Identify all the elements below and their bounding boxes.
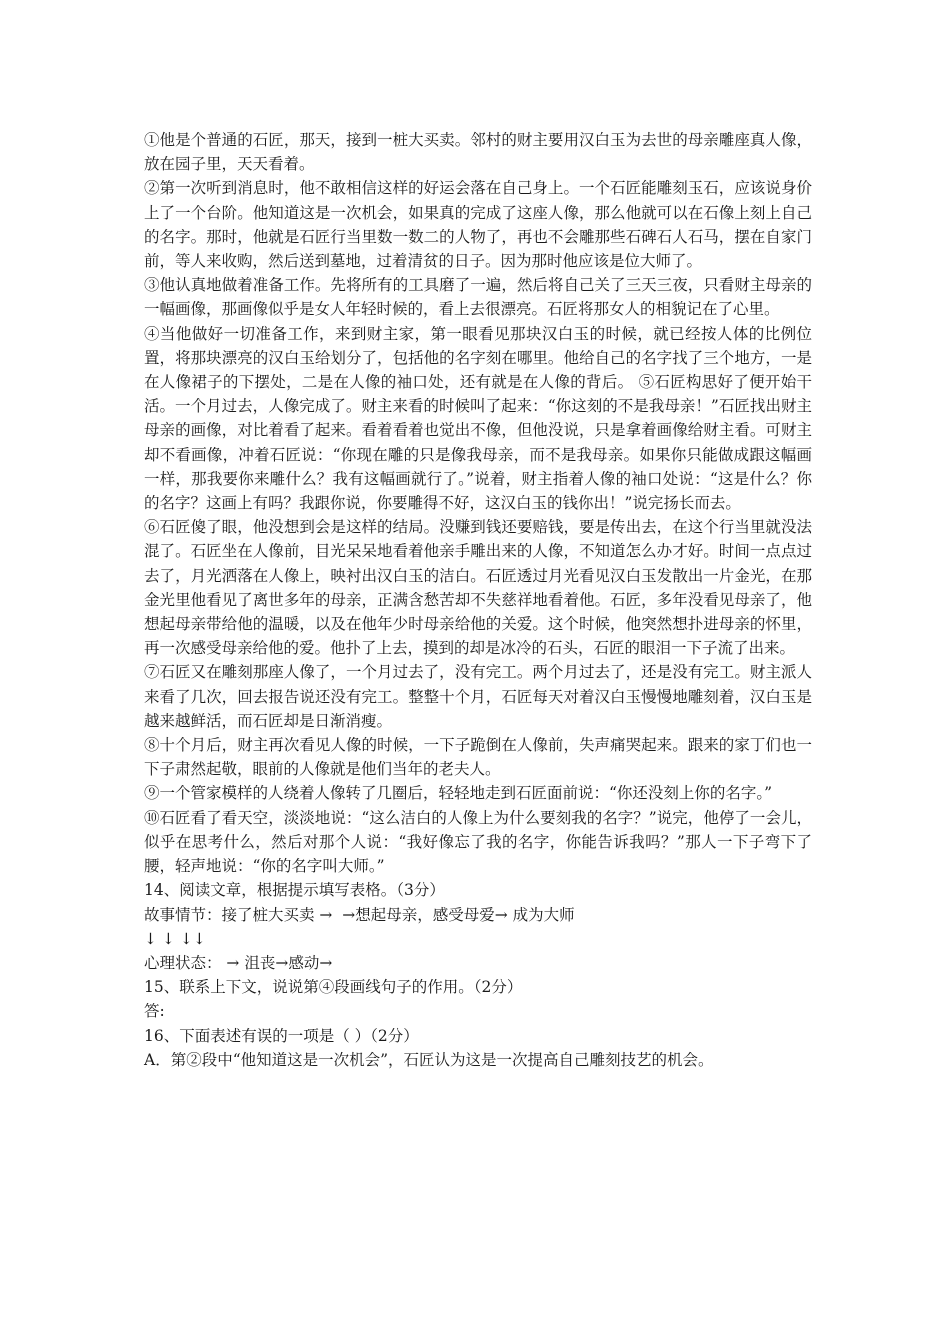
answer-label: 答: [144,1002,165,1021]
plot-row: 故事情节：接了桩大买卖 → →想起母亲，感受母爱→ 成为大师 [144,905,575,924]
paragraph-8: ⑧十个月后，财主再次看见人像的时候，一下子跪倒在人像前，失声痛哭起来。跟来的家丁们也一下子肃然起敬，眼前的人像就是他们当年的老夫人。 [144,736,812,779]
paragraph-10: ⑩石匠看了看天空，淡淡地说：“这么洁白的人像上为什么要刻我的名字？”说完，他停了一会儿，似乎在思考什么，然后对那个人说：“我好像忘了我的名字，你能告诉我吗？”那人一下子弯下了腰，轻声地说：“你的名字叫大师。” [144,808,812,876]
question-14: 14、阅读文章，根据提示填写表格。（3分） [144,881,445,900]
paragraph-1: ①他是个普通的石匠，那天，接到一桩大买卖。邻村的财主要用汉白玉为去世的母亲雕座真人像，放在园子里，天天看着。 [144,131,812,174]
paragraph-6: ⑥石匠傻了眼，他没想到会是这样的结局。没赚到钱还要赔钱，要是传出去，在这个行当里就没法混了。石匠坐在人像前，目光呆呆地看着他亲手雕出来的人像，不知道怎么办才好。时间一点点过去了，月光洒落在人像上，映衬出汉白玉的洁白。石匠透过月光看见汉白玉发散出一片金光，在那金光里他看见了离世多年的母亲，正满含愁苦却不失慈祥地看着他。石匠，多年没看见母亲了，他想起母亲带给他的温暖，以及在他年少时母亲给他的关爱。这个时候，他突然想扑进母亲的怀里，再一次感受母亲给他的爱。他扑了上去，摸到的却是冰冷的石头，石匠的眼泪一下子流了出来。 [144,518,812,658]
question-15: 15、联系上下文，说说第④段画线句子的作用。（2分） [144,978,523,997]
arrow-row: ↓ ↓ ↓↓ [144,929,206,948]
paragraph-9: ⑨一个管家模样的人绕着人像转了几圈后，轻轻地走到石匠面前说：“你还没刻上你的名字。” [144,784,773,803]
paragraph-3: ③他认真地做着准备工作。先将所有的工具磨了一遍，然后将自己关了三天三夜，只看财主母亲的一幅画像，那画像似乎是女人年轻时候的，看上去很漂亮。石匠将那女人的相貌记在了心里。 [144,276,812,319]
paragraph-4: ④当他做好一切准备工作，来到财主家，第一眼看见那块汉白玉的时候，就已经按人体的比例位置，将那块漂亮的汉白玉给划分了，包括他的名字刻在哪里。他给自己的名字找了三个地方，一是在人像裙子的下摆处，二是在人像的袖口处，还有就是在人像的背后。 ⑤石匠构思好了便开始干活。一个月过去，人像完成了。财主来看的时候叫了起来：“你这刻的不是我母亲！”石匠找出财主母亲的画像，对比着看了起来。看着看着也觉出不像，但他没说，只是拿着画像给财主看。可财主却不看画像，冲着石匠说：“你现在雕的只是像我母亲，而不是我母亲。如果你只能做成跟这幅画一样，那我要你来雕什么？我有这幅画就行了。”说着，财主指着人像的袖口处说：“这是什么？你的名字？这画上有吗？我跟你说，你要雕得不好，这汉白玉的钱你出！”说完扬长而去。 [144,324,812,513]
option-a: A．第②段中“他知道这是一次机会”，石匠认为这是一次提高自己雕刻技艺的机会。 [144,1050,714,1069]
document-page [144,128,812,1072]
mood-row: 心理状态： → 沮丧→感动→ [144,953,333,972]
paragraph-7: ⑦石匠又在雕刻那座人像了，一个月过去了，没有完工。两个月过去了，还是没有完工。财主派人来看了几次，回去报告说还没有完工。整整十个月，石匠每天对着汉白玉慢慢地雕刻着，汉白玉是越来越鲜活，而石匠却是日渐消瘦。 [144,663,812,730]
question-16: 16、下面表述有误的一项是（ ）（2分） [144,1026,419,1045]
paragraph-2: ②第一次听到消息时，他不敢相信这样的好运会落在自己身上。一个石匠能雕刻玉石，应该说身价上了一个台阶。他知道这是一次机会，如果真的完成了这座人像，那么他就可以在石像上刻上自己的名字。那时，他就是石匠行当里数一数二的人物了，再也不会雕那些石碑石人石马，摆在自家门前，等人来收购，然后送到墓地，过着清贫的日子。因为那时他应该是位大师了。 [144,179,812,271]
